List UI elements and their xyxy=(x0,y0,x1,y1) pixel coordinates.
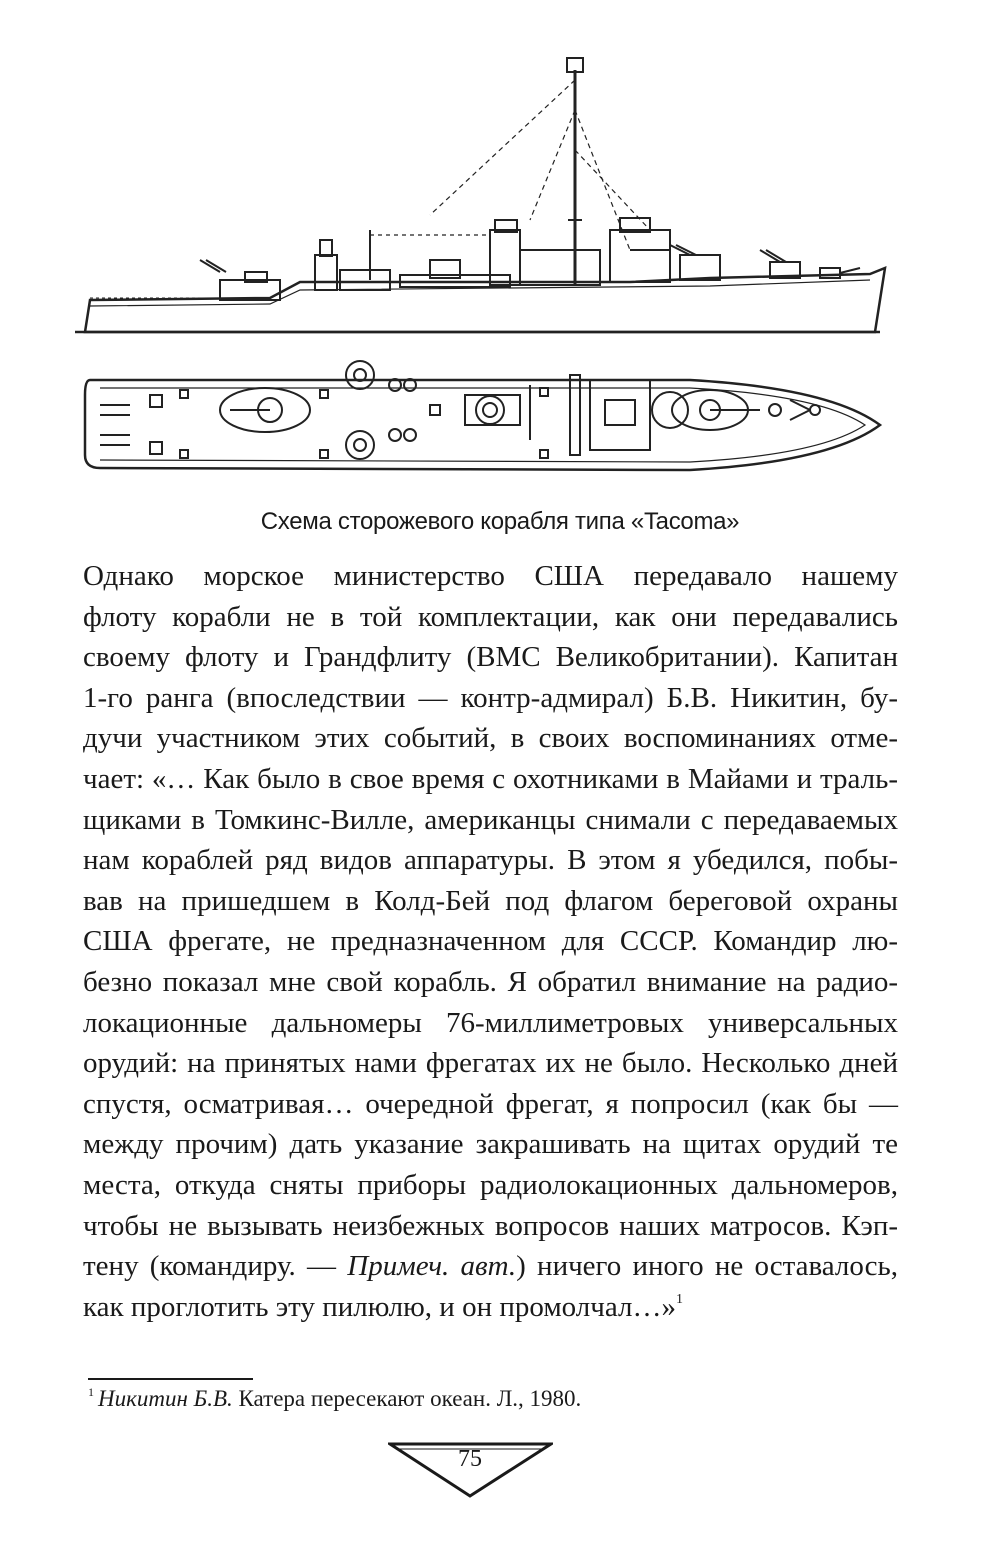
text-line: США фрегате, не предназначенном для СССР. Командир лю- xyxy=(83,925,898,958)
footnote-text: Катера пересекают океан. Л., 1980. xyxy=(232,1386,582,1411)
footnote-reference[interactable]: 1 xyxy=(675,1291,683,1307)
figure-caption: Схема сторожевого корабля типа «Tacoma» xyxy=(260,508,740,535)
ship-scheme-figure xyxy=(70,50,920,480)
text-line: дучи участником этих событий, в своих воспоминаниях отме- xyxy=(83,722,898,755)
ship-plan-view xyxy=(85,361,880,470)
text-line: орудий: на принятых нами фрегатах их не было. Несколько дней xyxy=(83,1047,898,1080)
text-line xyxy=(83,1287,898,1328)
text-line: безно показал мне свой корабль. Я обратил внимание на радио- xyxy=(83,965,898,998)
text-line: нам кораблей ряд видов аппаратуры. В этом я убедился, побы- xyxy=(83,844,898,877)
ship-side-profile xyxy=(75,58,885,332)
footnote-author: Никитин Б.В. xyxy=(98,1386,233,1411)
text-line: между прочим) дать указание закрашивать на щитах орудий те xyxy=(83,1128,898,1161)
footnote-divider xyxy=(88,1378,253,1380)
ship-drawing xyxy=(70,50,920,480)
text-line: Однако морское министерство США передавало нашему xyxy=(83,560,898,592)
text-segment: ) ничего иного не оставалось, xyxy=(516,1250,898,1283)
footnote-marker: 1 xyxy=(88,1385,94,1399)
footnote xyxy=(88,1384,888,1414)
text-segment: тену (командиру. — xyxy=(83,1250,348,1283)
text-line xyxy=(83,1246,898,1287)
text-line: чтобы не вызывать неизбежных вопросов наших матросов. Кэп- xyxy=(83,1209,898,1242)
text-line: вав на пришедшем в Колд-Бей под флагом береговой охраны xyxy=(83,884,898,917)
text-line: флоту корабли не в той комплектации, как они передавались xyxy=(83,600,898,633)
body-paragraph xyxy=(83,556,898,1327)
text-line: щиками в Томкинс-Вилле, американцы снимали с передаваемых xyxy=(83,803,898,836)
text-line: локационные дальномеры 76-миллиметровых универсальных xyxy=(83,1006,898,1039)
text-line: 1-го ранга (впоследствии — контр-адмирал) Б.В. Никитин, бу- xyxy=(83,681,898,714)
page-number: 75 xyxy=(458,1446,482,1472)
text-line: своему флоту и Грандфлиту (ВМС Великобритании). Капитан xyxy=(83,641,898,674)
text-line: чает: «… Как было в свое время с охотниками в Майами и траль- xyxy=(83,762,898,795)
editor-note: Примеч. авт. xyxy=(347,1250,517,1283)
text-line: места, откуда сняты приборы радиолокационных дальномеров, xyxy=(83,1168,898,1201)
text-line: спустя, осматривая… очередной фрегат, я попросил (как бы — xyxy=(83,1087,898,1120)
text-segment: как проглотить эту пилюлю, и он промолчал…» xyxy=(83,1290,676,1323)
